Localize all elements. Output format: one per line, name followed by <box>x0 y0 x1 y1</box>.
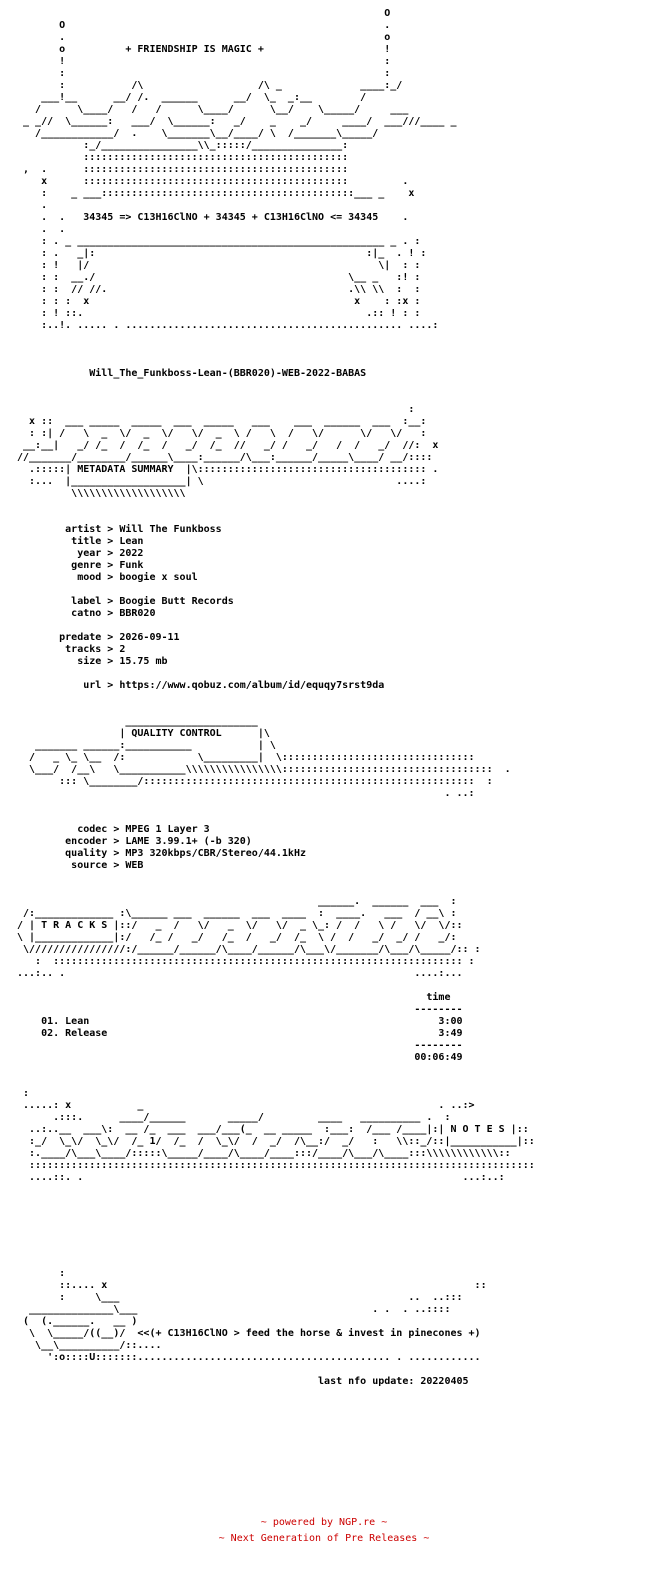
nfo-ascii-art: O O . . o o + FRIENDSHIP IS MAGIC + ! ! : : : : /\ /\ _ ____:_/ ___!__ __/ /. ______ __/ \_ _:__ / / \____/ / / \____/ \__/ \_____/ ___ _ _// \______: ___/ \______: _/ _ _/ ____/ ___///____ _ /____________/ . \_______\__/____/ \ /_______\_____/ :_/________________\\_:::::/_______________: :::::::::::::::::::::::::::::::::::::::::::: , . :::::::::::::::::::::::::::::::::::::::::::: x :::::::::::::::::::::::::::::::::::::::::::: . : _ ___::::::::::::::::::::::::::::::::::::::::::___ _ x . . . 34345 => C13H16ClNO + 34345 + C13H16ClNO <= 34345 . . . : . _ ___________________________________________________ _ . : : . _|: :|_ . ! : : ! |/ \| : : : : __./ \__ _ :! : : : // //. .\\ \\ : : : : : x x : :x : : ! ::. .:: ! : : :..!. ..... . .............................................. ....: Will_The_Funkboss-Lean-(BBR020)-WEB-2022-BABAS : x :: ___ _____ _____ ___ _____ ___ ___ ______ ___ :__: : :| / \ _ \/ _ \/ \/ _ \ / \ / \/ \/ \/ : __:__| _/ /_ / /_ / _/ /_ // _/ / _/ / / _/ //: x //_______/________/______\____:______/\___:______/_____\____/ __/:::: .:::::| METADATA SUMMARY |\:::::::::::::::::::::::::::::::::::::: . :... |___________________| \ ....: \\\\\\\\\\\\\\\\\\\ artist > Will The Funkboss title > Lean year > 2022 genre > Funk mood > boogie x soul label > Boogie Butt Records catno > BBR020 predate > 2026-09-11 tracks > 2 size > 15.75 mb url > https://www.qobuz.com/album/id/equqy7srst9da ______________________ | QUALITY CONTROL |\ _______ ______:___________ | \ / _ \_ \__ /: \_________| \:::::::::::::::::::::::::::::::: \___/ /__\ \___________\\\\\\\\\\\\\\\\::::::::::::::::::::::::::::::::::: . ::: \________/::::::::::::::::::::::::::::::::::::::::::::::::::::::: : . ..: codec > MPEG 1 Layer 3 encoder > LAME 3.99.1+ (-b 320) quality > MP3 320kbps/CBR/Stereo/44.1kHz source > WEB ______. ______ ___ : /:_____________ :\______ ___ ______ ___ ____ : ____. ___ / __\ : / | T R A C K S |::/ _ / \/ _ \/ \/ _ \_: / / \ / \/ \/:: \ |_____________|:/ /_ / _/ /_ / _/ /_ \ / / _/ _/ / _/: \////////////////:/______/______/\____/______/\___\/_______/\___/\_____/:: : : :::::::::::::::::::::::::::::::::::::::::::::::::::::::::::::::::::: : ...:.. . ....:... time -------- 01. Lean 3:00 02. Release 3:49 -------- 00:06:49 : .....: x _ . ..:> .:::. ____/______ _____/ ____ __________ . : ..:..__ ___\: __ /_ ___ ___/___(_ __ _____ :___: /___ /____|:| N O T E S |:: :_/ \_\/ \_\/ /_ 1/ /_ / \_\/ / _/ /\__:/ _/ : \\::_/::|___________|:: :.____/\___\____/:::::\_____/____/\____/____:::/____/\___/\____:::\\\\\\\\\\\\:: :::::::::::::::::::::::::::::::::::::::::::::::::::::::::::::::::::::::::::::::::::: ....::. . ...:..: : ::.... x :: : \___ .. ..::: ______________\___ . . . ..:::: ( (.______. __ ) \ \_____/((__)/ <<(+ C13H16ClNO > feed the horse & invest in pinecones +) \__\__________/::.... ':o::::U:::::::.......................................... . ............ last nfo update: 20220405 <box>17 8 535 1387</box>
footer-powered-by: ~ powered by NGP.re ~ <box>260 1517 388 1528</box>
footer-tagline: ~ Next Generation of Pre Releases ~ <box>218 1533 430 1544</box>
